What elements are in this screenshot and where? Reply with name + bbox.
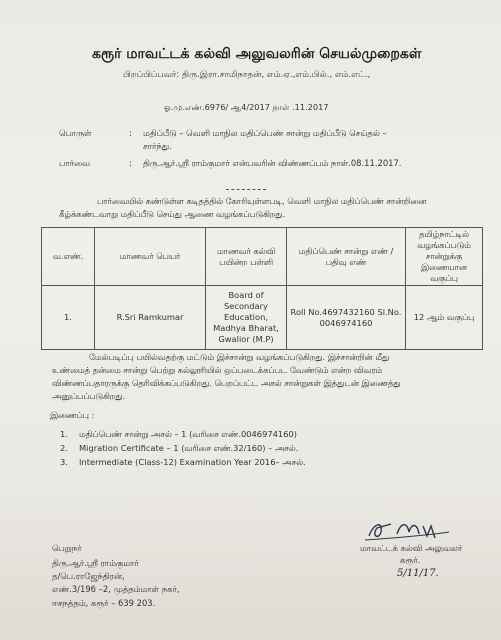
header-equivalent-class: தமிழ்நாட்டில் வழங்கப்படும் சான்றுக்கு இணையான வகுப்பு [406,228,483,286]
cell-equivalent-class: 12 ஆம் வகுப்பு [406,286,483,350]
subject-text-line1: மதிப்பீடு – வெளி மாநில மதிப்பெண் சான்று மதிப்பீடு செய்தல் – [143,128,387,138]
cell-serial: 1. [42,286,95,350]
table-header-row [42,228,483,286]
reference-number: ஓ.மு.எண்.6976/ ஆ4/2017 நாள் .11.2017 [164,102,329,112]
enclosure-num-3: 3. [60,457,68,467]
enclosure-item-3: Intermediate (Class-12) Examination Year 2016– அசல். [79,457,306,467]
cell-student-name: R.Sri Ramkumar [95,286,206,350]
cell-school: Board of Secondary Education, Madhya Bharat, Gwalior (M.P) [206,286,287,350]
subject-text-line2: சார்ந்து. [143,141,172,151]
enclosure-num-1: 1. [60,429,68,439]
subject-colon: : [129,128,132,138]
recipient-line4: ஈசநத்தம், கரூர் – 639 203. [52,598,156,608]
body-line2: உண்மைத் தன்மை சான்று பெற்று கல்லூரியில் ஒப்படைக்கப்பட வேண்டும் என்ற விவரம் [52,365,383,375]
body-line4: அனுப்பப்படுகிறது. [52,391,126,401]
enclosure-item-1: மதிப்பெண் சான்று அசல் – 1 (வரிசை எண்.0046974160) [79,429,297,439]
separator-line [226,189,266,190]
reference-label: பார்வை [59,158,90,168]
recipient-line3: எண்.3/196 –2, முத்தம்மாள் நகர், [52,584,180,594]
intro-line1: பார்வையில் கண்டுள்ள கடிதத்தில் கோரியுள்ளபடி, வெளி மாநில மதிப்பெண் சான்றினை [97,196,427,206]
enclosure-label: இணைப்பு : [50,410,95,420]
table-row [42,286,483,350]
assessment-table [41,227,483,350]
enclosure-num-2: 2. [60,443,68,453]
recipient-label: பெறுநர் [52,543,82,553]
header-serial: வ.எண். [42,228,95,286]
issuing-officer: பிறப்பிப்பவர்: திரு.இரா.சாமிநாதன், எம்.ஏ.,எம்.பில்., எம்.எட்., [123,70,371,80]
recipient-line2: த/பெ.ராஜேந்திரன், [52,571,125,581]
signatory-designation: மாவட்டக் கல்வி அலுவலர் [360,543,463,553]
handwritten-signature [363,514,453,544]
body-line3: விண்ணப்பதாரருக்கு தெரிவிக்கப்படுகிறது. பெறப்பட்ட அசல் சான்றுகள் இத்துடன் இணைத்து [52,378,401,388]
signatory-place: கரூர். [400,555,421,565]
reference-text: திரு.ஆர்.ஸ்ரீ ராம்குமார் என்பவரின் விண்ணப்பம் நாள்.08.11.2017. [143,158,402,168]
header-school: மாணவர் கல்வி பயின்ற பள்ளி [206,228,287,286]
subject-label: பொருள் [59,128,92,138]
header-student-name: மாணவர் பெயர் [95,228,206,286]
cell-certificate-number: Roll No.4697432160 Sl.No. 0046974160 [287,286,406,350]
document-title: கரூர் மாவட்டக் கல்வி அலுவலரின் செயல்முறைகள் [92,46,422,62]
body-line1: மேல்படிப்பு பயில்வதற்கு மட்டும் இச்சான்று வழங்கப்படுகிறது. இச்சான்றின் மீது [89,352,390,362]
handwritten-date: 5/11/17. [397,568,439,579]
reference-colon: : [129,158,132,168]
header-certificate-number: மதிப்பெண் சான்று எண் / பதிவு எண் [287,228,406,286]
enclosure-item-2: Migration Certificate – 1 (வரிசை எண்.32/160) – அசல். [79,443,299,453]
recipient-line1: திரு.ஆர்.ஸ்ரீ ராம்குமார் [52,558,139,568]
intro-line2: கீழ்க்கண்டவாறு மதிப்பீடு செய்து ஆணை வழங்கப்படுகிறது. [59,209,286,219]
